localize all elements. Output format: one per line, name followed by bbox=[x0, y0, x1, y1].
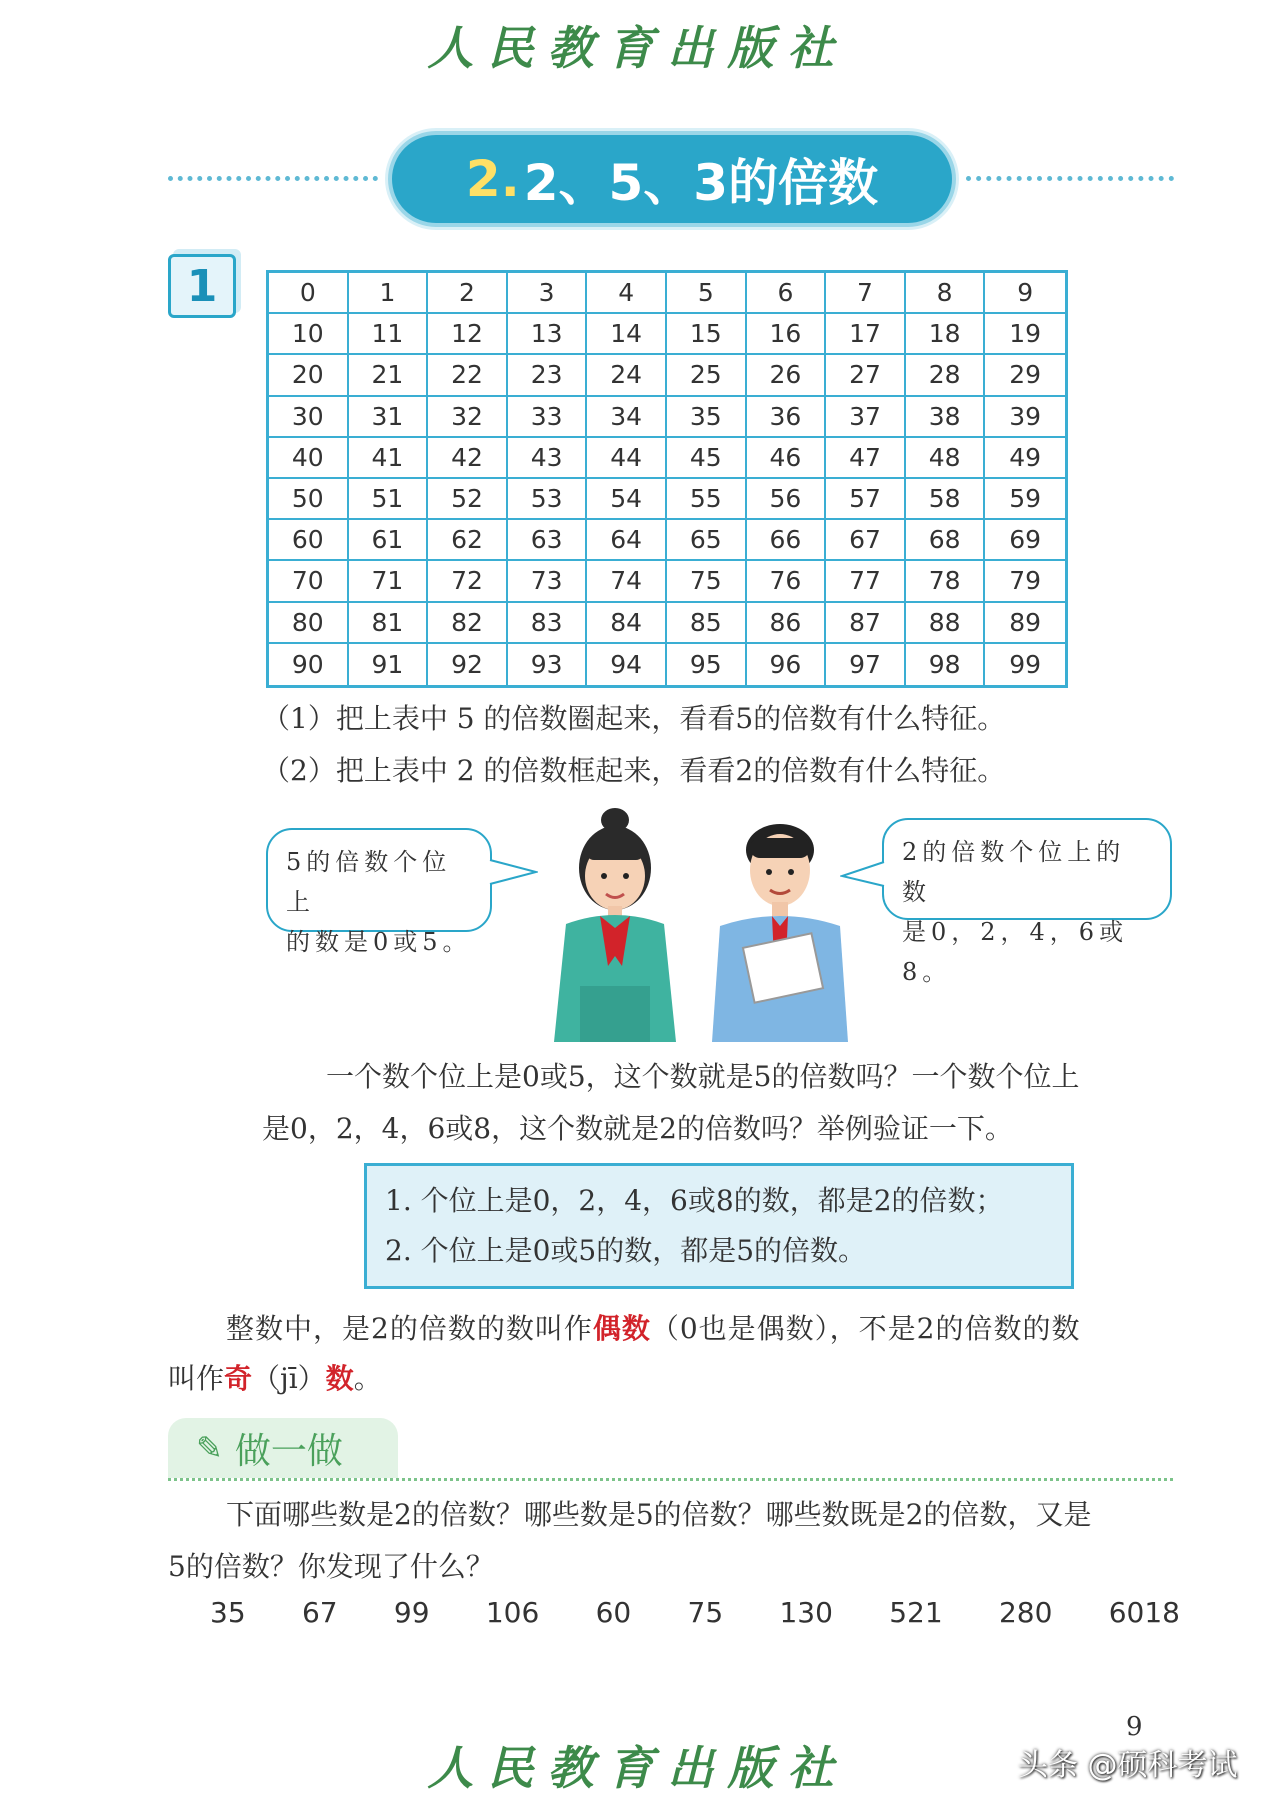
grid-cell: 78 bbox=[906, 561, 986, 602]
doit-number: 60 bbox=[595, 1596, 632, 1629]
grid-cell: 60 bbox=[269, 520, 349, 561]
grid-cell: 82 bbox=[428, 603, 508, 644]
grid-cell: 70 bbox=[269, 561, 349, 602]
grid-cell: 50 bbox=[269, 479, 349, 520]
grid-cell: 67 bbox=[826, 520, 906, 561]
boy-bubble-line-1: 2的倍数个位上的数 bbox=[902, 838, 1126, 906]
title-dots-right bbox=[966, 176, 1174, 181]
girl-bubble-line-1: 5的倍数个位上 bbox=[286, 848, 452, 916]
grid-cell: 34 bbox=[587, 397, 667, 438]
definition-line-1 bbox=[226, 1304, 1080, 1354]
grid-cell: 89 bbox=[985, 603, 1065, 644]
doit-number: 67 bbox=[301, 1596, 338, 1629]
grid-cell: 99 bbox=[1009, 649, 1042, 679]
grid-cell: 65 bbox=[667, 520, 747, 561]
definition-text-4: 。 bbox=[353, 1362, 382, 1395]
grid-cell: 27 bbox=[826, 355, 906, 396]
grid-cell: 86 bbox=[747, 603, 827, 644]
grid-cell: 49 bbox=[985, 438, 1065, 479]
grid-cell: 26 bbox=[747, 355, 827, 396]
grid-cell: 14 bbox=[587, 314, 667, 355]
definition-line-2 bbox=[168, 1354, 382, 1404]
grid-cell: 28 bbox=[906, 355, 986, 396]
grid-cell: 80 bbox=[269, 603, 349, 644]
grid-cell: 74 bbox=[587, 561, 667, 602]
grid-cell: 6 bbox=[747, 273, 827, 314]
grid-cell: 33 bbox=[508, 397, 588, 438]
grid-cell: 55 bbox=[667, 479, 747, 520]
grid-cell: 11 bbox=[349, 314, 429, 355]
grid-cell: 61 bbox=[349, 520, 429, 561]
grid-cell: 24 bbox=[587, 355, 667, 396]
grid-cell: 4 bbox=[587, 273, 667, 314]
doit-number: 521 bbox=[889, 1596, 943, 1629]
girl-bubble-line-2: 的数是0或5。 bbox=[286, 928, 472, 956]
grid-cell: 42 bbox=[428, 438, 508, 479]
grid-cell: 97 bbox=[826, 644, 906, 685]
grid-cell: 98 bbox=[906, 644, 986, 685]
grid-cell: 29 bbox=[985, 355, 1065, 396]
publisher-header: 人民教育出版社 bbox=[427, 21, 848, 75]
grid-cell: 9 bbox=[985, 273, 1065, 314]
grid-cell: 41 bbox=[349, 438, 429, 479]
grid-cell: 13 bbox=[508, 314, 588, 355]
grid-cell: 2 bbox=[428, 273, 508, 314]
grid-cell: 7 bbox=[826, 273, 906, 314]
doit-number: 99 bbox=[393, 1596, 430, 1629]
odd-pinyin: （jī） bbox=[252, 1362, 326, 1395]
grid-cell: 72 bbox=[428, 561, 508, 602]
rule-box bbox=[364, 1163, 1074, 1289]
grid-cell: 96 bbox=[747, 644, 827, 685]
grid-cell: 36 bbox=[747, 397, 827, 438]
grid-cell: 66 bbox=[747, 520, 827, 561]
grid-cell: 69 bbox=[985, 520, 1065, 561]
doit-number-list bbox=[210, 1596, 1180, 1629]
grid-cell: 85 bbox=[667, 603, 747, 644]
doit-number: 130 bbox=[779, 1596, 833, 1629]
grid-cell: 43 bbox=[508, 438, 588, 479]
question-2: （2）把上表中 2 的倍数框起来，看看2的倍数有什么特征。 bbox=[262, 754, 1006, 787]
title-dots-left bbox=[168, 176, 378, 181]
grid-cell: 10 bbox=[269, 314, 349, 355]
grid-cell: 18 bbox=[906, 314, 986, 355]
grid-cell: 79 bbox=[985, 561, 1065, 602]
grid-cell: 54 bbox=[587, 479, 667, 520]
grid-cell: 15 bbox=[667, 314, 747, 355]
doit-header bbox=[168, 1418, 398, 1478]
grid-cell: 21 bbox=[349, 355, 429, 396]
grid-cell: 93 bbox=[508, 644, 588, 685]
grid-cell: 81 bbox=[349, 603, 429, 644]
doit-number: 280 bbox=[998, 1596, 1053, 1629]
even-number-term: 偶数 bbox=[592, 1312, 651, 1345]
grid-cell: 64 bbox=[587, 520, 667, 561]
question-1: （1）把上表中 5 的倍数圈起来，看看5的倍数有什么特征。 bbox=[262, 702, 1006, 735]
grid-cell: 5 bbox=[667, 273, 747, 314]
definition-text-3: 叫作 bbox=[168, 1362, 225, 1395]
grid-cell: 62 bbox=[428, 520, 508, 561]
grid-cell: 57 bbox=[826, 479, 906, 520]
grid-cell: 52 bbox=[428, 479, 508, 520]
grid-cell: 68 bbox=[906, 520, 986, 561]
grid-cell: 58 bbox=[906, 479, 986, 520]
grid-cell: 73 bbox=[508, 561, 588, 602]
grid-cell: 12 bbox=[428, 314, 508, 355]
grid-cell: 44 bbox=[587, 438, 667, 479]
pencil-icon: ✎ bbox=[196, 1429, 223, 1467]
grid-cell: 37 bbox=[826, 397, 906, 438]
grid-cell: 8 bbox=[906, 273, 986, 314]
grid-cell: 92 bbox=[428, 644, 508, 685]
boy-speech-bubble bbox=[882, 818, 1172, 986]
definition-text-1: 整数中，是2的倍数的数叫作 bbox=[226, 1312, 593, 1345]
grid-cell: 95 bbox=[667, 644, 747, 685]
grid-cell: 45 bbox=[667, 438, 747, 479]
grid-cell: 87 bbox=[826, 603, 906, 644]
grid-cell: 59 bbox=[985, 479, 1065, 520]
rule-2: 2. 个位上是0或5的数，都是5的倍数。 bbox=[385, 1234, 867, 1267]
grid-cell: 84 bbox=[587, 603, 667, 644]
publisher-footer: 人民教育出版社 bbox=[427, 1741, 848, 1795]
definition-text-2: （0也是偶数），不是2的倍数的数 bbox=[650, 1312, 1081, 1345]
girl-bubble-tail bbox=[488, 858, 538, 888]
grid-cell: 38 bbox=[906, 397, 986, 438]
grid-cell: 76 bbox=[747, 561, 827, 602]
girl-speech-bubble bbox=[266, 828, 492, 956]
boy-illustration bbox=[700, 810, 860, 1042]
grid-cell: 22 bbox=[428, 355, 508, 396]
doit-question-line-2: 5的倍数？你发现了什么？ bbox=[168, 1550, 494, 1583]
section-number: 2. bbox=[465, 150, 520, 208]
grid-cell: 35 bbox=[667, 397, 747, 438]
grid-cell: 19 bbox=[985, 314, 1065, 355]
grid-cell: 77 bbox=[826, 561, 906, 602]
grid-cell: 71 bbox=[349, 561, 429, 602]
doit-number: 75 bbox=[687, 1596, 724, 1629]
doit-number: 106 bbox=[485, 1596, 540, 1629]
hundred-grid bbox=[266, 270, 1068, 688]
doit-label: 做一做 bbox=[234, 1430, 343, 1472]
page-number: 9 bbox=[1126, 1712, 1143, 1742]
doit-divider bbox=[168, 1478, 1173, 1481]
prompt-line-1: 一个数个位上是0或5，这个数就是5的倍数吗？一个数个位上 bbox=[326, 1060, 1080, 1093]
grid-cell: 20 bbox=[269, 355, 349, 396]
doit-number: 35 bbox=[210, 1596, 246, 1629]
grid-cell: 48 bbox=[906, 438, 986, 479]
doit-question-line-1: 下面哪些数是2的倍数？哪些数是5的倍数？哪些数既是2的倍数，又是 bbox=[226, 1498, 1092, 1531]
rule-1: 1. 个位上是0，2，4，6或8的数，都是2的倍数； bbox=[385, 1184, 1004, 1217]
grid-cell: 23 bbox=[508, 355, 588, 396]
section-title-text: 2、5、3的倍数 bbox=[523, 154, 879, 212]
grid-cell: 94 bbox=[587, 644, 667, 685]
example-badge: 1 bbox=[168, 254, 236, 318]
grid-cell: 63 bbox=[508, 520, 588, 561]
grid-cell: 56 bbox=[747, 479, 827, 520]
section-title bbox=[388, 131, 956, 227]
odd-term-char-1: 奇 bbox=[224, 1362, 253, 1395]
grid-cell: 32 bbox=[428, 397, 508, 438]
grid-cell: 25 bbox=[667, 355, 747, 396]
grid-cell: 51 bbox=[349, 479, 429, 520]
grid-cell: 47 bbox=[826, 438, 906, 479]
watermark: 头条 @硕科考试 bbox=[1018, 1748, 1238, 1783]
grid-cell: 17 bbox=[826, 314, 906, 355]
grid-cell: 46 bbox=[747, 438, 827, 479]
grid-cell: 16 bbox=[747, 314, 827, 355]
prompt-line-2: 是0，2，4，6或8，这个数就是2的倍数吗？举例验证一下。 bbox=[262, 1112, 1013, 1145]
grid-cell: 1 bbox=[349, 273, 429, 314]
grid-cell: 91 bbox=[349, 644, 429, 685]
boy-bubble-line-2: 是0，2，4，6或8。 bbox=[902, 918, 1129, 986]
grid-cell: 40 bbox=[269, 438, 349, 479]
grid-cell: 39 bbox=[985, 397, 1065, 438]
grid-cell: 0 bbox=[269, 273, 349, 314]
grid-cell: 31 bbox=[349, 397, 429, 438]
grid-cell: 53 bbox=[508, 479, 588, 520]
grid-cell: 83 bbox=[508, 603, 588, 644]
grid-cell: 75 bbox=[667, 561, 747, 602]
grid-cell: 90 bbox=[269, 644, 349, 685]
grid-cell: 88 bbox=[906, 603, 986, 644]
grid-cell: 3 bbox=[508, 273, 588, 314]
doit-number: 6018 bbox=[1108, 1596, 1180, 1629]
girl-illustration bbox=[540, 806, 690, 1042]
odd-term-char-2: 数 bbox=[325, 1362, 354, 1395]
grid-cell: 30 bbox=[269, 397, 349, 438]
